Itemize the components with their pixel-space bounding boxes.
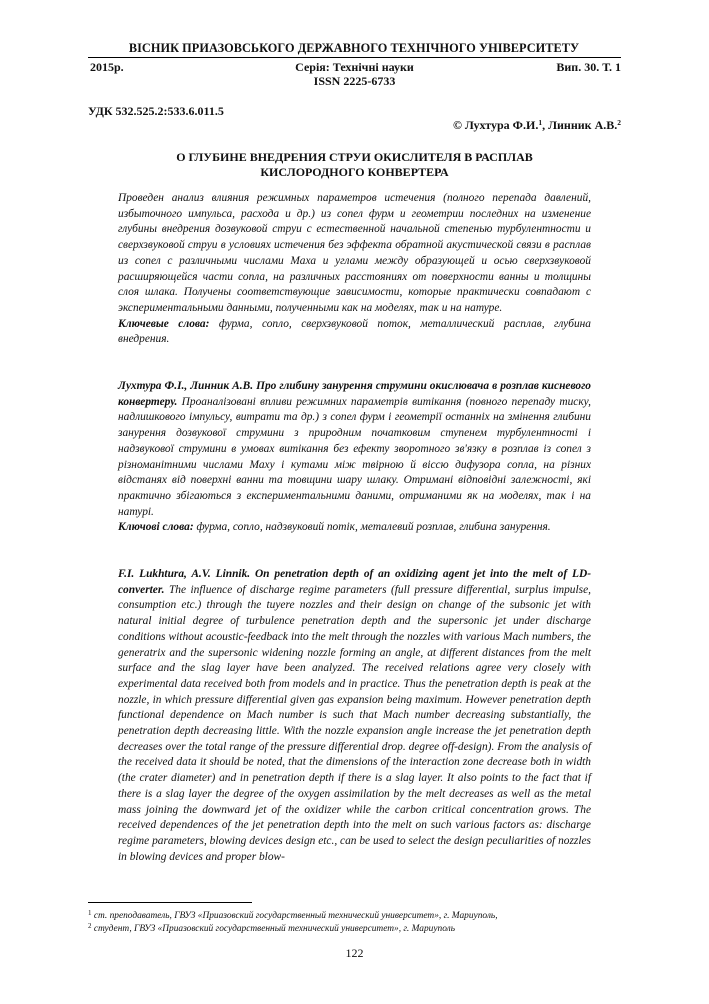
abstract-russian <box>118 191 591 348</box>
author-second: , Линник А.В. <box>542 118 618 132</box>
footnote-2 <box>88 920 628 935</box>
keywords-label-ukrainian: Ключові слова: <box>118 521 194 534</box>
authors-line <box>453 118 621 133</box>
footnote-1-text: ст. преподаватель, ГВУЗ «Приазовский государственный технический университет», г. Мариуполь, <box>91 911 498 921</box>
issue-year: 2015р. <box>90 60 124 74</box>
abstract-english <box>118 567 591 865</box>
keywords-russian <box>118 317 591 348</box>
journal-title: ВІСНИК ПРИАЗОВСЬКОГО ДЕРЖАВНОГО ТЕХНІЧНОГО УНІВЕРСИТЕТУ <box>128 41 580 55</box>
abstract-english-body: The influence of discharge regime parameters (full pressure differential, surplus impulse, consumption etc.) through the tuyere nozzles and their design on change of the subsonic jet with natural initial degree of turbulence penetration depth and the supersonic jet under discharge conditions without acoustic-feedback into the melt through the nozzles with various Mach numbers, the generatrix and the supersonic widening nozzle forming an angle, at different distances from the melt surface and the slag layer have been analyzed. The received relations agree very closely with experimental data received both from models and in practice. Thus the penetration depth is peak at the nozzle, in which pressure differential given gas expansion being maximum. However penetration depth functional dependence on Mach number is such that Mach number decreasing substantially, the penetration depth decreasing little. With the nozzle expansion angle increase the jet penetration depth decreases over the total range of the pressure differential drop. degree off-design). From the analysis of the received data it should be noted, that the dimensions of the interaction zone decrease both in width (the crater diameter) and in penetration depth if there is a slag layer. It also points to the fact that if there is a slag layer the degree of the oxygen assimilation by the melt decreases as well as the metal mass joining the downward jet of the oxidizer while the carbon critical concentration grows. The received dependences of the jet penetration depth into the melt on such various factors as: discharge regime parameters, blowing devices design etc., can be used to select the design peculiarities of nozzles in blowing devices and proper blow- <box>118 583 591 863</box>
page-number: 122 <box>345 946 364 960</box>
abstract-english-lead: F.I. Lukhtura, A.V. Linnik. On penetration depth of an oxidizing agent jet into the melt of LD-converter. <box>118 568 591 596</box>
author-footnote-mark-1: 1 <box>538 118 543 127</box>
abstract-english-text <box>118 567 591 865</box>
footnote-1-mark: 1 <box>88 909 92 917</box>
author-copyright: © Лухтура Ф.И. <box>452 118 539 132</box>
udk-code: УДК 532.525.2:533.6.011.5 <box>88 104 224 118</box>
issn: ISSN 2225-6733 <box>313 74 396 88</box>
footnote-2-text: студент, ГВУЗ «Приазовский государственный технический университет», г. Мариуполь <box>91 924 455 934</box>
title-line-2: КИСЛОРОДНОГО КОНВЕРТЕРА <box>260 165 449 179</box>
keywords-label-russian: Ключевые слова: <box>118 317 210 330</box>
abstract-ukrainian-text <box>118 379 591 520</box>
article-title <box>120 150 589 180</box>
footnote-rule <box>88 902 252 903</box>
author-footnote-mark-2: 2 <box>617 118 621 127</box>
abstract-ukrainian-body: Проаналізовані впливи режимних параметрів витікання (повного перепаду тиску, надлишкового імпульсу, витрати та др.) з сопел фурм і геометрії останніх на змінення глибини занурення дозвукової струмини з природним початковим ступенем турбулентності і надзвукової струмини в умовах витікання без ефекту зворотного зв'язку в розплав із сопел з різноманітними числами Маху і кутами між твірною й віссю дифузора сопла, на різних відстанях від поверхні ванни та товщини шару шлаку. Отримані відповідні залежності, які практично збігаються з експериментальними даними, отриманими як на моделях, так і на натурі. <box>118 395 591 518</box>
issue-volume: Вип. 30. Т. 1 <box>556 60 621 74</box>
keywords-list-russian: фурма, сопло, сверхзвуковой поток, металлический расплав, глубина внедрения. <box>118 317 591 346</box>
header-rule <box>88 57 621 58</box>
keywords-ukrainian <box>118 520 591 536</box>
abstract-ukrainian-lead: Лухтура Ф.І., Линник А.В. Про глибину занурення струмини окислювача в розплав кисневого конвертеру. <box>118 380 591 408</box>
footnote-2-mark: 2 <box>88 922 92 930</box>
journal-series: Серія: Технічні науки <box>295 60 414 74</box>
abstract-ukrainian <box>118 379 591 536</box>
title-line-1: О ГЛУБИНЕ ВНЕДРЕНИЯ СТРУИ ОКИСЛИТЕЛЯ В РАСПЛАВ <box>176 150 533 164</box>
keywords-list-ukrainian: фурма, сопло, надзвуковий потік, металевий розплав, глибина занурення. <box>193 521 551 534</box>
abstract-russian-text: Проведен анализ влияния режимных параметров истечения (полного перепада давлений, избыточного импульса, расхода и др.) из сопел фурм и геометрии последних на изменение глубины внедрения дозвуковой струи с естественной начальной степенью турбулентности и сверхзвуковой струи в условиях истечения без эффекта обратной акустической связи в расплав из сопел с различными числами Маха и углами между образующей и осью сверхзвуковой расширяющейся части сопла, на различных расстояниях от поверхности ванны и толщины слоя шлака. Получены соответствующие зависимости, которые практически совпадают с экспериментальными данными, полученными как на моделях, так и на натуре. <box>118 192 591 314</box>
